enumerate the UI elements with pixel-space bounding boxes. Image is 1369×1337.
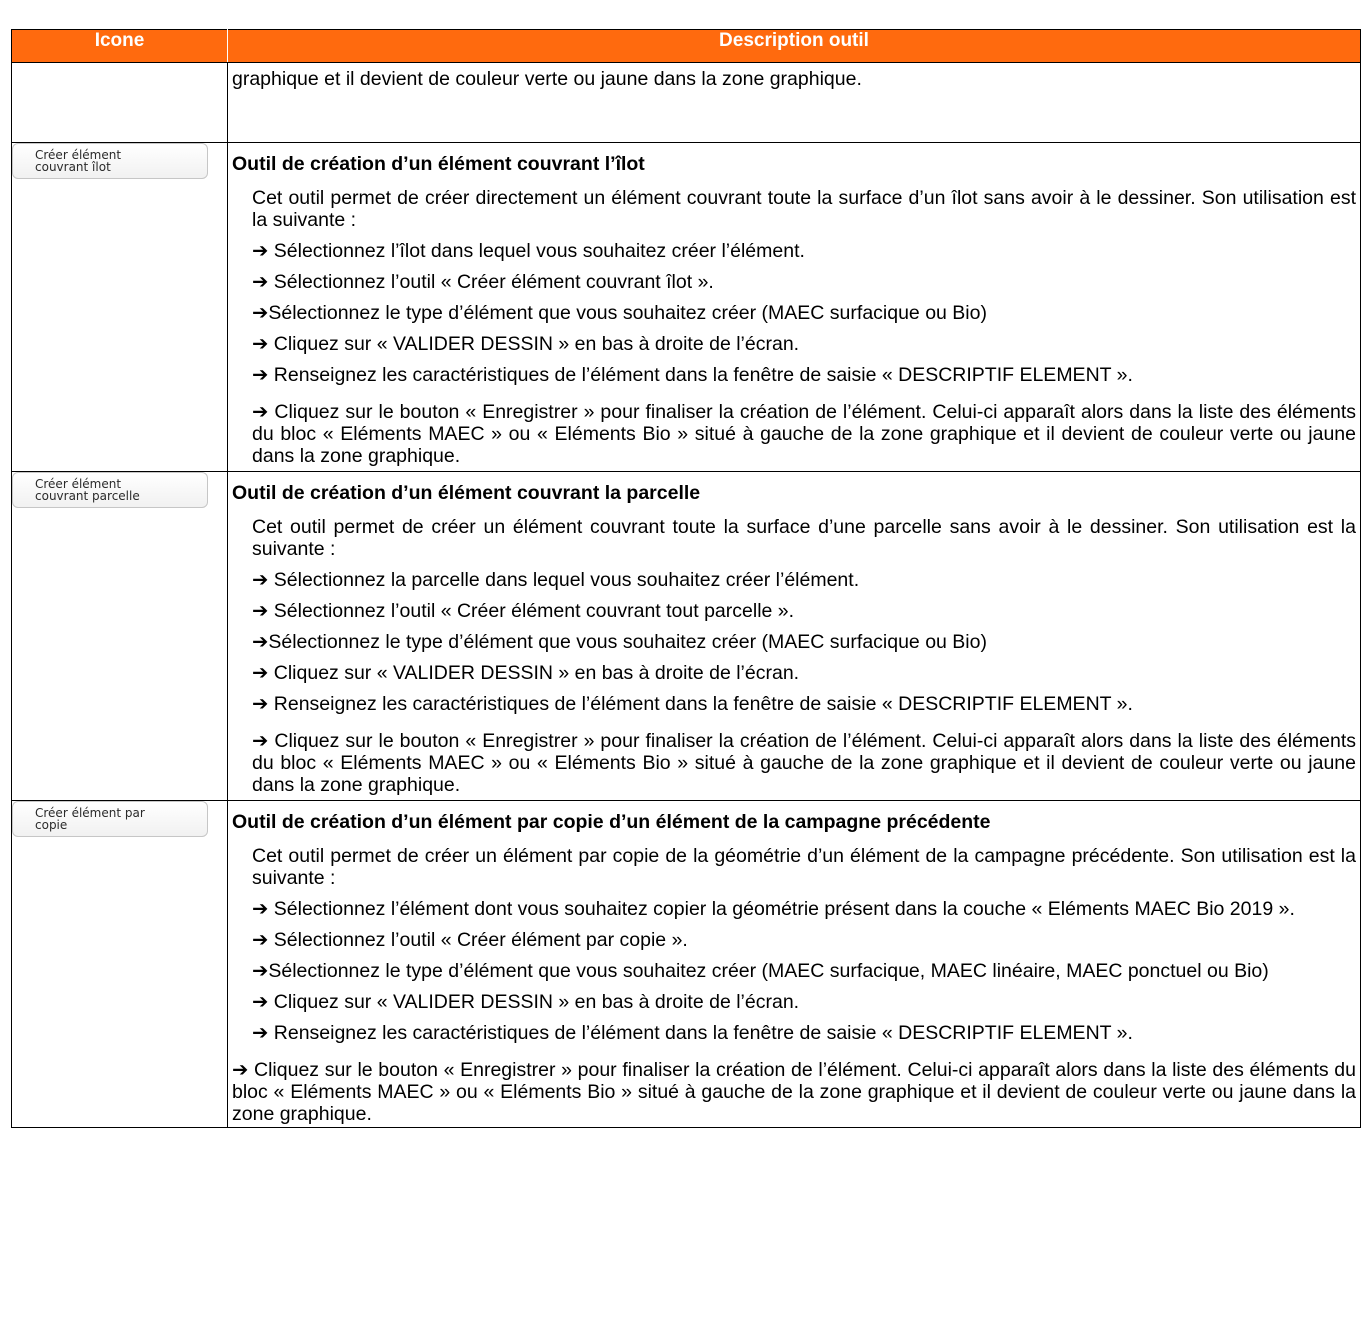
step-item bbox=[228, 271, 1360, 293]
arrow-right-icon: ➔ bbox=[252, 630, 269, 653]
tool-title: Outil de création d’un élément couvrant l’îlot bbox=[232, 153, 645, 175]
create-element-by-copy-button[interactable]: Créer élément par copie bbox=[12, 801, 208, 837]
arrow-right-icon: ➔ bbox=[252, 400, 269, 423]
description-column-header: Description outil bbox=[228, 30, 1361, 63]
tool-intro: Cet outil permet de créer directement un élément couvrant toute la surface d’un îlot sans avoir à le dessiner. Son utilisation est la suivante : bbox=[252, 187, 1356, 231]
icon-column-header: Icone bbox=[12, 30, 228, 63]
arrow-right-icon: ➔ bbox=[232, 1058, 249, 1081]
step-item bbox=[228, 960, 1360, 982]
arrow-right-icon: ➔ bbox=[252, 692, 269, 715]
arrow-right-icon: ➔ bbox=[252, 897, 269, 920]
arrow-right-icon: ➔ bbox=[252, 1021, 269, 1044]
arrow-right-icon: ➔ bbox=[252, 599, 269, 622]
table-row bbox=[12, 472, 1361, 801]
arrow-right-icon: ➔ bbox=[252, 568, 269, 591]
tool-title: Outil de création d’un élément couvrant la parcelle bbox=[232, 482, 701, 504]
step-item bbox=[228, 898, 1360, 920]
icon-cell bbox=[12, 143, 228, 472]
final-text: Cliquez sur le bouton « Enregistrer » pour finaliser la création de l’élément. Celui-ci apparaît alors dans la liste des éléments du bloc « Eléments MAEC » ou « Eléments Bio » situé à gauche de la zone graphique et il devient de couleur verte ou jaune dans la zone graphique. bbox=[232, 1059, 1356, 1125]
description-cell bbox=[228, 143, 1361, 472]
description-cell bbox=[228, 472, 1361, 801]
continuation-text: graphique et il devient de couleur verte ou jaune dans la zone graphique. bbox=[232, 68, 862, 90]
tool-intro: Cet outil permet de créer un élément couvrant toute la surface d’une parcelle sans avoir à le dessiner. Son utilisation est la suivante : bbox=[252, 516, 1356, 560]
step-text: Renseignez les caractéristiques de l’élément dans la fenêtre de saisie « DESCRIPTIF ELEMENT ». bbox=[273, 364, 1133, 386]
tool-final bbox=[228, 1059, 1360, 1127]
description-cell bbox=[228, 63, 1361, 143]
step-item bbox=[228, 1022, 1360, 1044]
step-text: Sélectionnez le type d’élément que vous souhaitez créer (MAEC surfacique, MAEC linéaire, MAEC ponctuel ou Bio) bbox=[268, 960, 1269, 982]
step-item bbox=[228, 600, 1360, 622]
arrow-right-icon: ➔ bbox=[252, 928, 269, 951]
tool-intro: Cet outil permet de créer un élément par copie de la géométrie d’un élément de la campagne précédente. Son utilisation est la suivante : bbox=[252, 845, 1356, 889]
final-text: Cliquez sur le bouton « Enregistrer » pour finaliser la création de l’élément. Celui-ci apparaît alors dans la liste des éléments du bloc « Eléments MAEC » ou « Eléments Bio » situé à gauche de la zone graphique et il devient de couleur verte ou jaune dans la zone graphique. bbox=[252, 401, 1356, 467]
step-text: Cliquez sur « VALIDER DESSIN » en bas à droite de l’écran. bbox=[273, 333, 800, 355]
step-text: Sélectionnez le type d’élément que vous souhaitez créer (MAEC surfacique ou Bio) bbox=[268, 302, 987, 324]
step-item bbox=[228, 240, 1360, 262]
arrow-right-icon: ➔ bbox=[252, 990, 269, 1013]
arrow-right-icon: ➔ bbox=[252, 270, 269, 293]
step-text: Cliquez sur « VALIDER DESSIN » en bas à droite de l’écran. bbox=[273, 991, 800, 1013]
step-item bbox=[228, 333, 1360, 355]
arrow-right-icon: ➔ bbox=[252, 729, 269, 752]
step-item bbox=[228, 693, 1360, 715]
step-item bbox=[228, 364, 1360, 386]
step-text: Renseignez les caractéristiques de l’élément dans la fenêtre de saisie « DESCRIPTIF ELEMENT ». bbox=[273, 1022, 1133, 1044]
table-row-continuation bbox=[12, 63, 1361, 143]
step-text: Sélectionnez l’outil « Créer élément par copie ». bbox=[273, 929, 688, 951]
step-item bbox=[228, 302, 1360, 324]
create-element-covering-parcel-button[interactable]: Créer élément couvrant parcelle bbox=[12, 472, 208, 508]
tool-final bbox=[228, 730, 1360, 800]
tool-title: Outil de création d’un élément par copie d’un élément de la campagne précédente bbox=[232, 811, 991, 833]
arrow-right-icon: ➔ bbox=[252, 332, 269, 355]
step-text: Sélectionnez le type d’élément que vous souhaitez créer (MAEC surfacique ou Bio) bbox=[268, 631, 987, 653]
arrow-right-icon: ➔ bbox=[252, 239, 269, 262]
table-row bbox=[12, 143, 1361, 472]
step-item bbox=[228, 929, 1360, 951]
step-item bbox=[228, 631, 1360, 653]
step-text: Sélectionnez l’outil « Créer élément couvrant tout parcelle ». bbox=[273, 600, 795, 622]
icon-cell bbox=[12, 472, 228, 801]
arrow-right-icon: ➔ bbox=[252, 363, 269, 386]
arrow-right-icon: ➔ bbox=[252, 959, 269, 982]
step-text: Sélectionnez l’élément dont vous souhaitez copier la géométrie présent dans la couche « Eléments MAEC Bio 2019 ». bbox=[273, 898, 1295, 920]
step-item bbox=[228, 991, 1360, 1013]
table-header-row bbox=[12, 30, 1361, 63]
create-element-covering-ilot-button[interactable]: Créer élément couvrant îlot bbox=[12, 143, 208, 179]
arrow-right-icon: ➔ bbox=[252, 301, 269, 324]
tool-description-table bbox=[11, 29, 1361, 1128]
step-item bbox=[228, 569, 1360, 591]
tool-final bbox=[228, 401, 1360, 471]
step-text: Sélectionnez l’outil « Créer élément couvrant îlot ». bbox=[273, 271, 714, 293]
step-text: Sélectionnez l’îlot dans lequel vous souhaitez créer l’élément. bbox=[273, 240, 805, 262]
step-text: Renseignez les caractéristiques de l’élément dans la fenêtre de saisie « DESCRIPTIF ELEMENT ». bbox=[273, 693, 1133, 715]
icon-cell-empty bbox=[12, 63, 228, 143]
step-item bbox=[228, 662, 1360, 684]
table-row bbox=[12, 801, 1361, 1128]
final-text: Cliquez sur le bouton « Enregistrer » pour finaliser la création de l’élément. Celui-ci apparaît alors dans la liste des éléments du bloc « Eléments MAEC » ou « Eléments Bio » situé à gauche de la zone graphique et il devient de couleur verte ou jaune dans la zone graphique. bbox=[252, 730, 1356, 796]
description-cell bbox=[228, 801, 1361, 1128]
arrow-right-icon: ➔ bbox=[252, 661, 269, 684]
step-text: Sélectionnez la parcelle dans lequel vous souhaitez créer l’élément. bbox=[273, 569, 860, 591]
icon-cell bbox=[12, 801, 228, 1128]
step-text: Cliquez sur « VALIDER DESSIN » en bas à droite de l’écran. bbox=[273, 662, 800, 684]
